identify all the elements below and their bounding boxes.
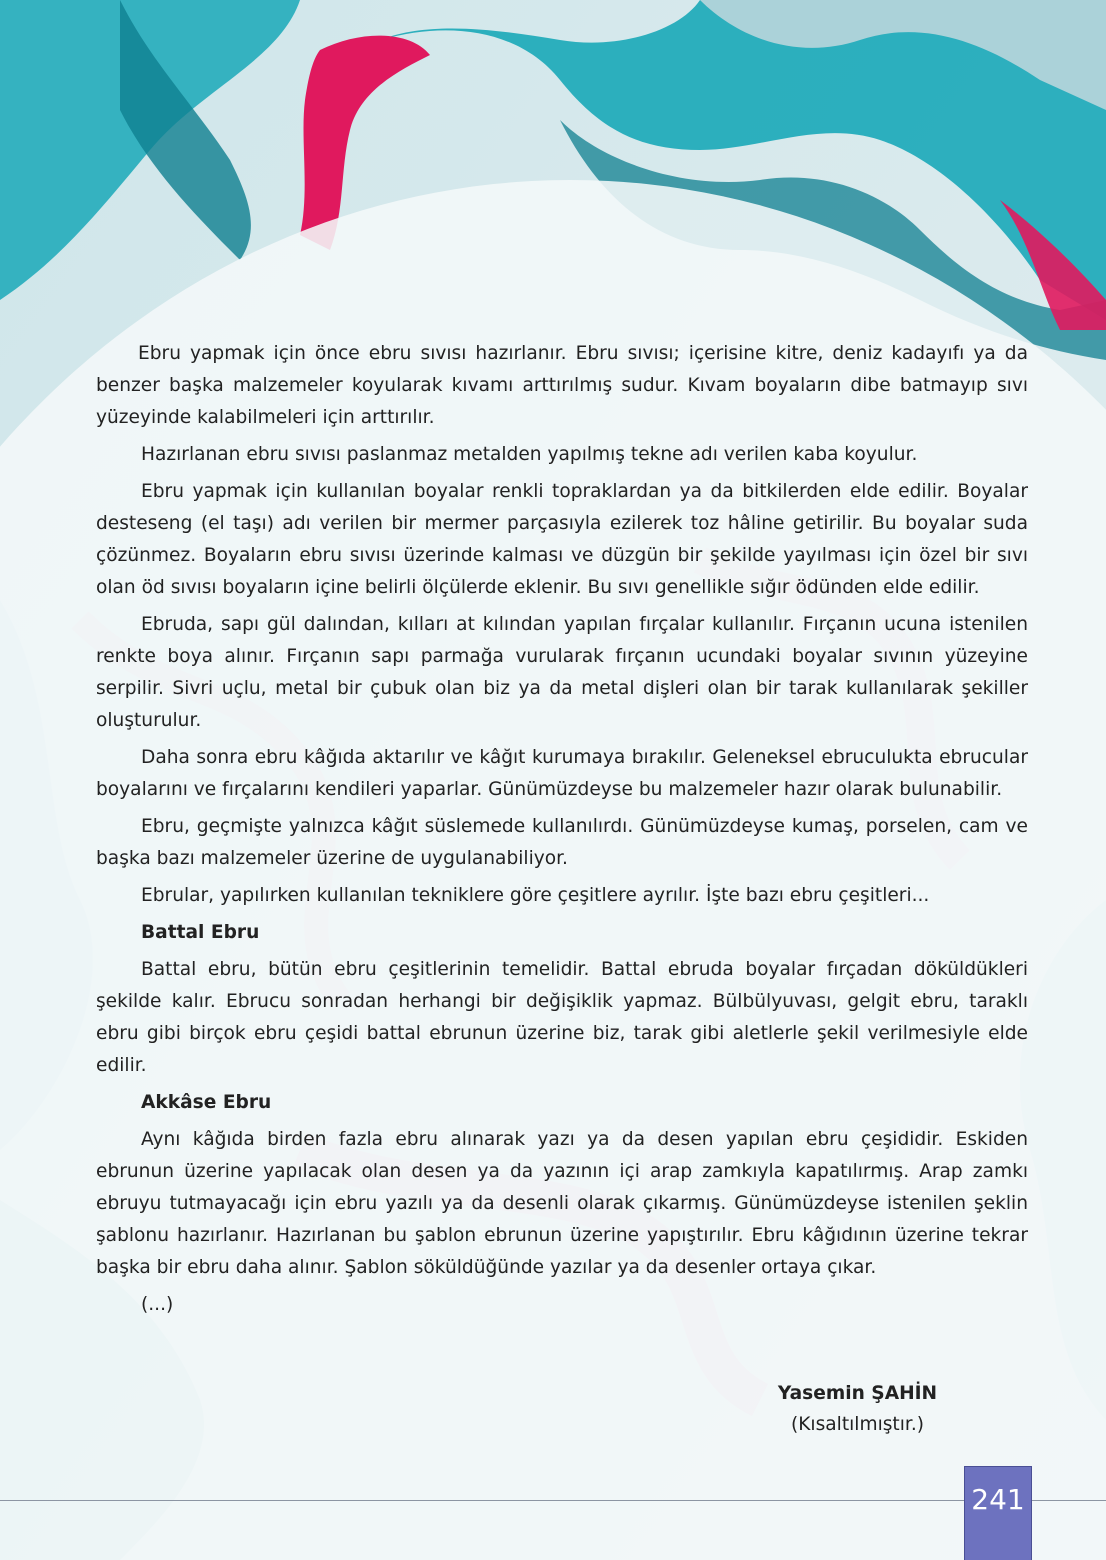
section-heading-battal-ebru: Battal Ebru <box>141 922 260 943</box>
ellipsis: (...) <box>141 1294 174 1315</box>
author-name: Yasemin ŞAHİN <box>777 1383 938 1404</box>
article-body <box>96 338 1028 1326</box>
paragraph: Ebru, geçmişte yalnızca kâğıt süslemede kullanılırdı. Günümüzdeyse kumaş, porselen, cam ve başka bazı malzemeler üzerine de uygulanabiliyor. <box>96 816 1028 869</box>
paragraph: Daha sonra ebru kâğıda aktarılır ve kâğıt kurumaya bırakılır. Geleneksel ebruculukta ebrucular boyalarını ve fırçalarını kendileri yaparlar. Günümüzdeyse bu malzemeler hazır olarak bulunabilir. <box>96 747 1028 800</box>
paragraph: Ebruda, sapı gül dalından, kılları at kılından yapılan fırçalar kullanılır. Fırçanın ucuna istenilen renkte boya alınır. Fırçanın sapı parmağa vurularak fırçanın ucundaki boyalar sıvının yüzeyine serpilir. Sivri uçlu, metal bir çubuk olan biz ya da metal dişleri olan bir tarak kullanılarak şekiller oluşturulur. <box>96 614 1028 731</box>
paragraph: Ebru yapmak için önce ebru sıvısı hazırlanır. Ebru sıvısı; içerisine kitre, deniz kadayıfı ya da benzer başka malzemeler koyularak kıvamı arttırılmış sudur. Kıvam boyaların dibe batmayıp sıvı yüzeyinde kalabilmeleri için arttırılır. <box>96 343 1028 428</box>
footer-divider <box>0 1500 1106 1501</box>
paragraph: Ebrular, yapılırken kullanılan tekniklere göre çeşitlere ayrılır. İşte bazı ebru çeşitleri... <box>141 885 930 906</box>
abridged-note: (Kısaltılmıştır.) <box>790 1414 924 1435</box>
section-heading-akkase-ebru: Akkâse Ebru <box>141 1092 272 1113</box>
paragraph: Aynı kâğıda birden fazla ebru alınarak yazı ya da desen yapılan ebru çeşididir. Eskiden ebrunun üzerine yapılacak olan desen ya da yazının içi arap zamkıyla kapatılırmış. Arap zamkı ebruyu tutmayacağı için ebru yazılı ya da desenli olarak çıkarmış. Günümüzdeyse istenilen şeklin şablonu hazırlanır. Hazırlanan bu şablon ebrunun üzerine yapıştırılır. Ebru kâğıdının üzerine tekrar başka bir ebru daha alınır. Şablon söküldüğünde yazılar ya da desenler ortaya çıkar. <box>96 1129 1028 1278</box>
page-number: 241 <box>971 1483 1025 1516</box>
signature <box>760 1378 955 1440</box>
paragraph: Ebru yapmak için kullanılan boyalar renkli topraklardan ya da bitkilerden elde edilir. Boyalar desteseng (el taşı) adı verilen bir mermer parçasıyla ezilerek toz hâline getirilir. Bu boyalar suda çözünmez. Boyaların ebru sıvısı üzerinde kalması ve düzgün bir şekilde yayılması için özel bir sıvı olan öd sıvısı boyaların içine belirli ölçülerde eklenir. Bu sıvı genellikle sığır ödünden elde edilir. <box>96 481 1028 598</box>
paragraph: Battal ebru, bütün ebru çeşitlerinin temelidir. Battal ebruda boyalar fırçadan döküldükleri şekilde kalır. Ebrucu sonradan herhangi bir değişiklik yapmaz. Bülbülyuvası, gelgit ebru, taraklı ebru gibi birçok ebru çeşidi battal ebrunun üzerine biz, tarak gibi aletlerle şekil verilmesiyle elde edilir. <box>96 959 1028 1076</box>
paragraph: Hazırlanan ebru sıvısı paslanmaz metalden yapılmış tekne adı verilen kaba koyulur. <box>141 444 918 465</box>
